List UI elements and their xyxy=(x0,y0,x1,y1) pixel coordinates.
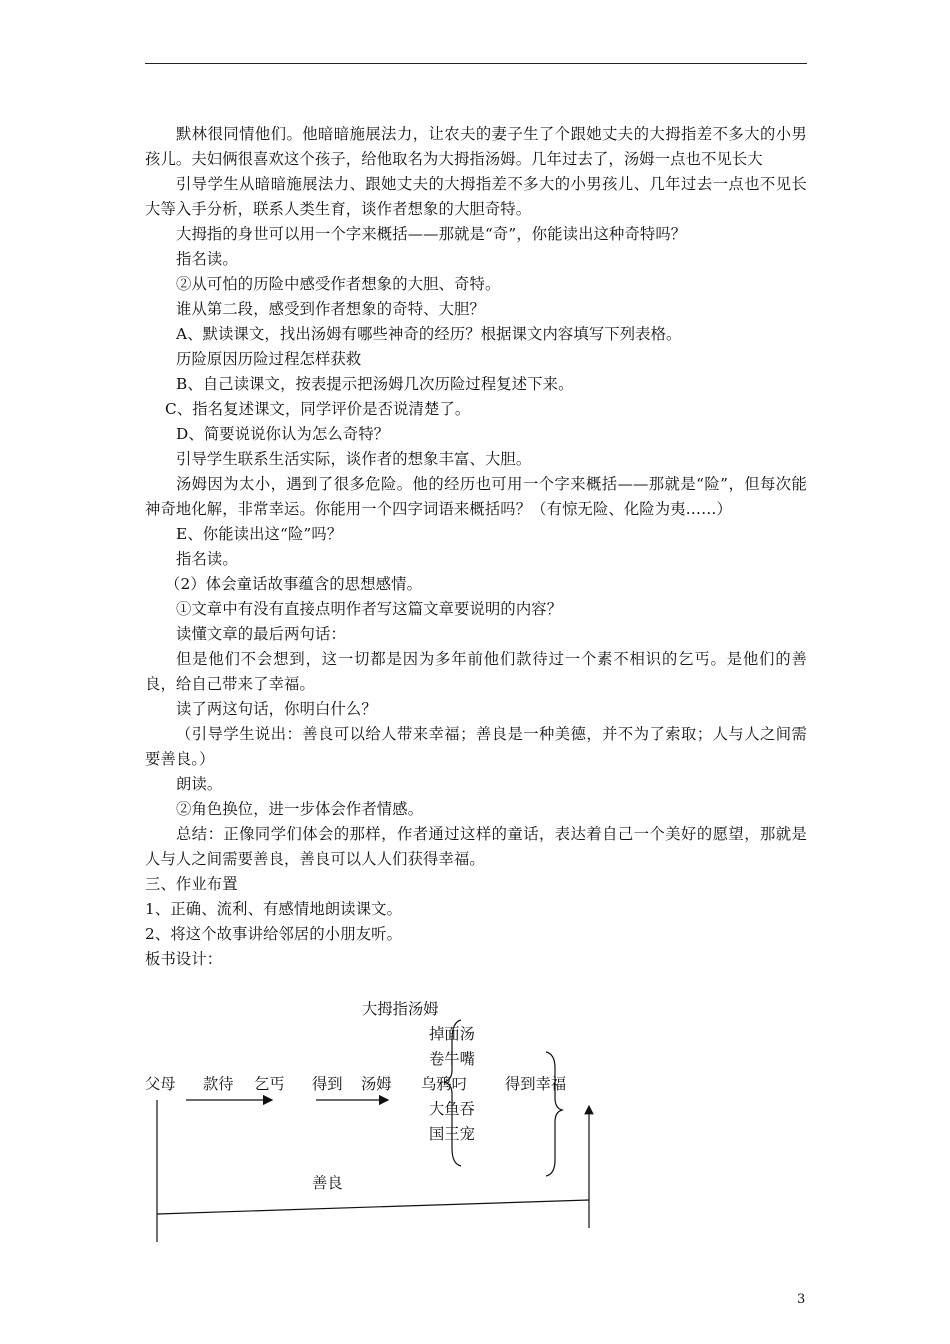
board-beggar: 乞丐 xyxy=(254,1075,285,1093)
paragraph: 谁从第二段，感受到作者想象的奇特、大胆？ xyxy=(176,300,485,318)
section-heading: 三、作业布置 xyxy=(145,875,238,893)
adventure-item: 大鱼吞 xyxy=(429,1100,475,1118)
adventure-item: 卷牛嘴 xyxy=(429,1050,475,1068)
paragraph: ②角色换位，进一步体会作者情感。 xyxy=(176,800,424,818)
board-kindness: 善良 xyxy=(312,1174,343,1192)
homework-item: 1、正确、流利、有感情地朗读课文。 xyxy=(145,900,403,918)
paragraph: E、你能读出这“险”吗？ xyxy=(176,525,343,543)
paragraph: C、指名复述课文，同学评价是否说清楚了。 xyxy=(165,400,471,418)
paragraph: 引导学生联系生活实际，谈作者的想象丰富、大胆。 xyxy=(176,450,532,468)
paragraph: 历险原因历险过程怎样获救 xyxy=(176,350,362,368)
paragraph: ②从可怕的历险中感受作者想象的大胆、奇特。 xyxy=(176,275,501,293)
paragraph: D、简要说说你认为怎么奇特？ xyxy=(176,425,390,443)
board-tom: 汤姆 xyxy=(361,1075,392,1093)
paragraph: ①文章中有没有直接点明作者写这篇文章要说明的内容？ xyxy=(176,600,563,618)
paragraph: 默林很同情他们。他暗暗施展法力，让农夫的妻子生了个跟她丈夫的大拇指差不多大的小男孩儿。夫妇俩很喜欢这个孩子，给他取名为大拇指汤姆。几年过去了，汤姆一点也不见长大 xyxy=(145,125,807,168)
board-design-label: 板书设计： xyxy=(145,950,223,968)
adventure-item: 掉面汤 xyxy=(429,1025,475,1043)
paragraph: 总结：正像同学们体会的那样，作者通过这样的童话，表达着自己一个美好的愿望，那就是人与人之间需要善良，善良可以人人们获得幸福。 xyxy=(145,825,807,868)
paragraph: 读懂文章的最后两句话： xyxy=(176,625,346,643)
paragraph: A、默读课文，找出汤姆有哪些神奇的经历？根据课文内容填写下列表格。 xyxy=(176,325,682,343)
board-parents: 父母 xyxy=(145,1075,176,1093)
right-brace xyxy=(546,1052,562,1176)
homework-item: 2、将这个故事讲给邻居的小朋友听。 xyxy=(145,925,403,943)
paragraph: 朗读。 xyxy=(176,775,223,793)
bottom-line xyxy=(157,1200,589,1214)
paragraph: 读了两这句话，你明白什么？ xyxy=(176,700,377,718)
paragraph: 汤姆因为太小，遇到了很多危险。他的经历也可用一个字来概括——那就是“险”，但每次能神奇地化解，非常幸运。你能用一个四字词语来概括吗？（有惊无险、化险为夷……） xyxy=(145,475,807,518)
paragraph: （引导学生说出：善良可以给人带来幸福；善良是一种美德，并不为了索取；人与人之间需要善良。） xyxy=(145,725,807,768)
page-number: 3 xyxy=(797,1292,806,1307)
paragraph: 大拇指的身世可以用一个字来概括——那就是“奇”，你能读出这种奇特吗？ xyxy=(176,225,687,243)
adventure-item: 乌鸦叼 xyxy=(421,1075,467,1093)
board-happiness: 得到幸福 xyxy=(505,1075,567,1093)
board-get: 得到 xyxy=(312,1075,343,1093)
paragraph: 指名读。 xyxy=(176,550,238,568)
paragraph: 指名读。 xyxy=(176,250,238,268)
adventure-item: 国王宠 xyxy=(429,1125,475,1143)
paragraph: （2）体会童话故事蕴含的思想感情。 xyxy=(165,575,423,593)
board-treat: 款待 xyxy=(203,1075,234,1093)
paragraph: B、自己读课文，按表提示把汤姆几次历险过程复述下来。 xyxy=(176,375,574,393)
board-title: 大拇指汤姆 xyxy=(362,1000,439,1018)
paragraph: 但是他们不会想到，这一切都是因为多年前他们款待过一个素不相识的乞丐。是他们的善良，给自己带来了幸福。 xyxy=(145,650,807,693)
paragraph: 引导学生从暗暗施展法力、跟她丈夫的大拇指差不多大的小男孩儿、几年过去一点也不见长大等入手分析，联系人类生育，谈作者想象的大胆奇特。 xyxy=(145,175,807,218)
